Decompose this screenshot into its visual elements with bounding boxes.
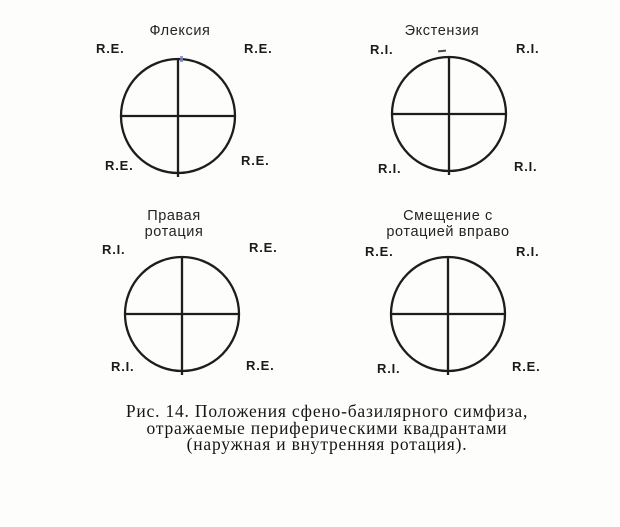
corner-label-top-right: R.E.	[244, 41, 273, 56]
diagram-title-line: Флексия	[149, 23, 211, 39]
diagram-title-line: Правая	[147, 208, 201, 224]
caption-line-2: отражаемые периферическими квадрантами	[146, 417, 508, 438]
corner-label-top-left: R.I.	[102, 242, 126, 257]
corner-label-bottom-left: R.I.	[377, 361, 401, 376]
figure-caption	[126, 403, 528, 453]
diagram-title-line: ротация	[144, 224, 204, 240]
corner-label-bottom-left: R.I.	[378, 161, 402, 176]
corner-label-bottom-left: R.I.	[111, 359, 135, 374]
corner-label-bottom-left: R.E.	[105, 158, 134, 173]
corner-label-top-right: R.I.	[516, 244, 540, 259]
corner-label-top-right: R.I.	[516, 41, 540, 56]
quadrant-circle-shift-right-rotation	[388, 253, 508, 381]
corner-label-bottom-right: R.E.	[241, 153, 270, 168]
corner-label-bottom-right: R.E.	[512, 359, 541, 374]
corner-label-top-left: R.I.	[370, 42, 394, 57]
corner-label-top-left: R.E.	[365, 244, 394, 259]
corner-label-bottom-right: R.E.	[246, 358, 275, 373]
corner-label-top-right: R.E.	[249, 240, 278, 255]
corner-label-bottom-right: R.I.	[514, 159, 538, 174]
diagram-title-line: ротацией вправо	[386, 224, 510, 240]
diagram-title-line: Экстензия	[404, 23, 480, 39]
caption-line-3: (наружная и внутренняя ротация).	[186, 434, 468, 454]
caption-line-1: Рис. 14. Положения сфено-базилярного симфиза,	[125, 401, 529, 421]
diagram-title-shift-right-rotation	[386, 208, 509, 240]
diagram-title-line: Смещение с	[403, 208, 493, 224]
corner-label-top-left: R.E.	[96, 41, 125, 56]
